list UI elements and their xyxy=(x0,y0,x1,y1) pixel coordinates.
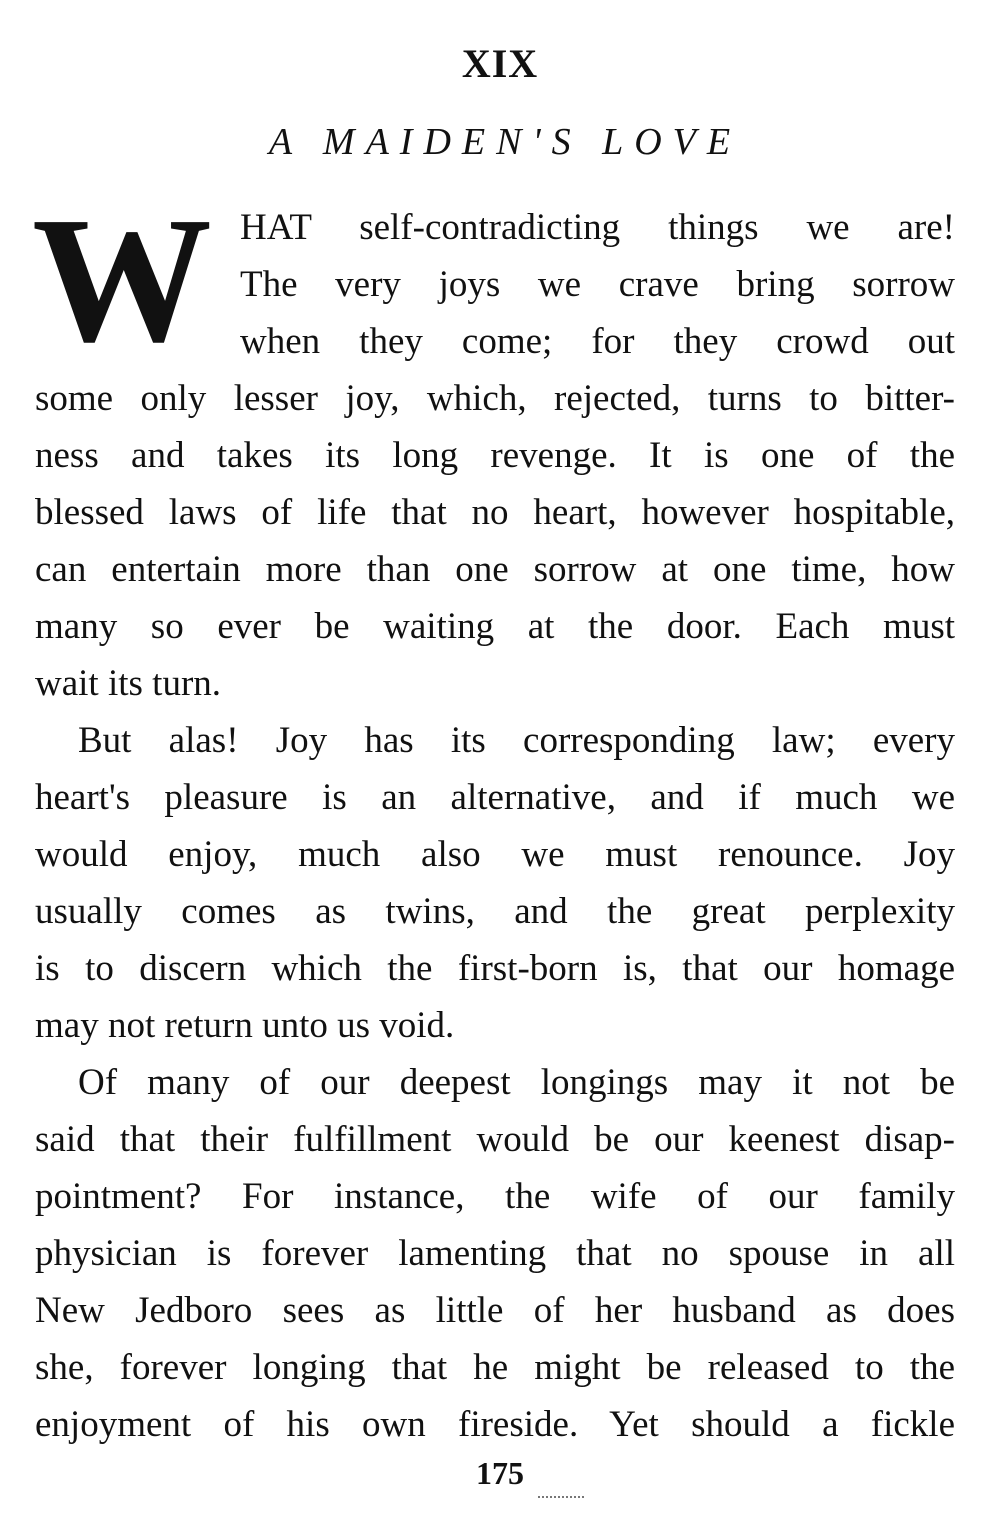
text-line: heart's pleasure is an alternative, and if much we xyxy=(35,777,955,818)
text-line: would enjoy, much also we must renounce. Joy xyxy=(35,834,955,875)
scan-speck xyxy=(538,1496,584,1500)
page-number: 175 xyxy=(476,1455,524,1491)
text-line: may not return unto us void. xyxy=(35,1005,455,1046)
text-line: wait its turn. xyxy=(35,663,222,704)
text-line: But alas! Joy has its corresponding law; every xyxy=(78,720,955,761)
text-line: can entertain more than one sorrow at one time, how xyxy=(35,549,955,590)
text-line: blessed laws of life that no heart, however hospitable, xyxy=(35,492,955,533)
text-line: said that their fulfillment would be our keenest disap- xyxy=(35,1119,955,1160)
text-line: ness and takes its long revenge. It is one of the xyxy=(35,435,955,476)
chapter-title: A MAIDEN'S LOVE xyxy=(268,121,742,163)
text-line: The very joys we crave bring sorrow xyxy=(240,264,955,305)
text-line: many so ever be waiting at the door. Each must xyxy=(35,606,955,647)
chapter-number: XIX xyxy=(461,41,539,86)
text-line: New Jedboro sees as little of her husband as does xyxy=(35,1290,955,1331)
text-line: when they come; for they crowd out xyxy=(240,321,955,362)
text-line: HAT self-contradicting things we are! xyxy=(240,207,955,248)
text-line: pointment? For instance, the wife of our family xyxy=(35,1176,955,1217)
drop-cap: W xyxy=(32,180,212,379)
text-line: physician is forever lamenting that no spouse in all xyxy=(35,1233,955,1274)
text-line: she, forever longing that he might be released to the xyxy=(35,1347,955,1388)
text-line: some only lesser joy, which, rejected, turns to bitter- xyxy=(35,378,955,419)
text-line: is to discern which the first-born is, that our homage xyxy=(35,948,955,989)
text-line: Of many of our deepest longings may it not be xyxy=(78,1062,955,1103)
text-line: usually comes as twins, and the great perplexity xyxy=(35,891,955,932)
text-line: enjoyment of his own fireside. Yet should a fickle xyxy=(35,1404,955,1445)
